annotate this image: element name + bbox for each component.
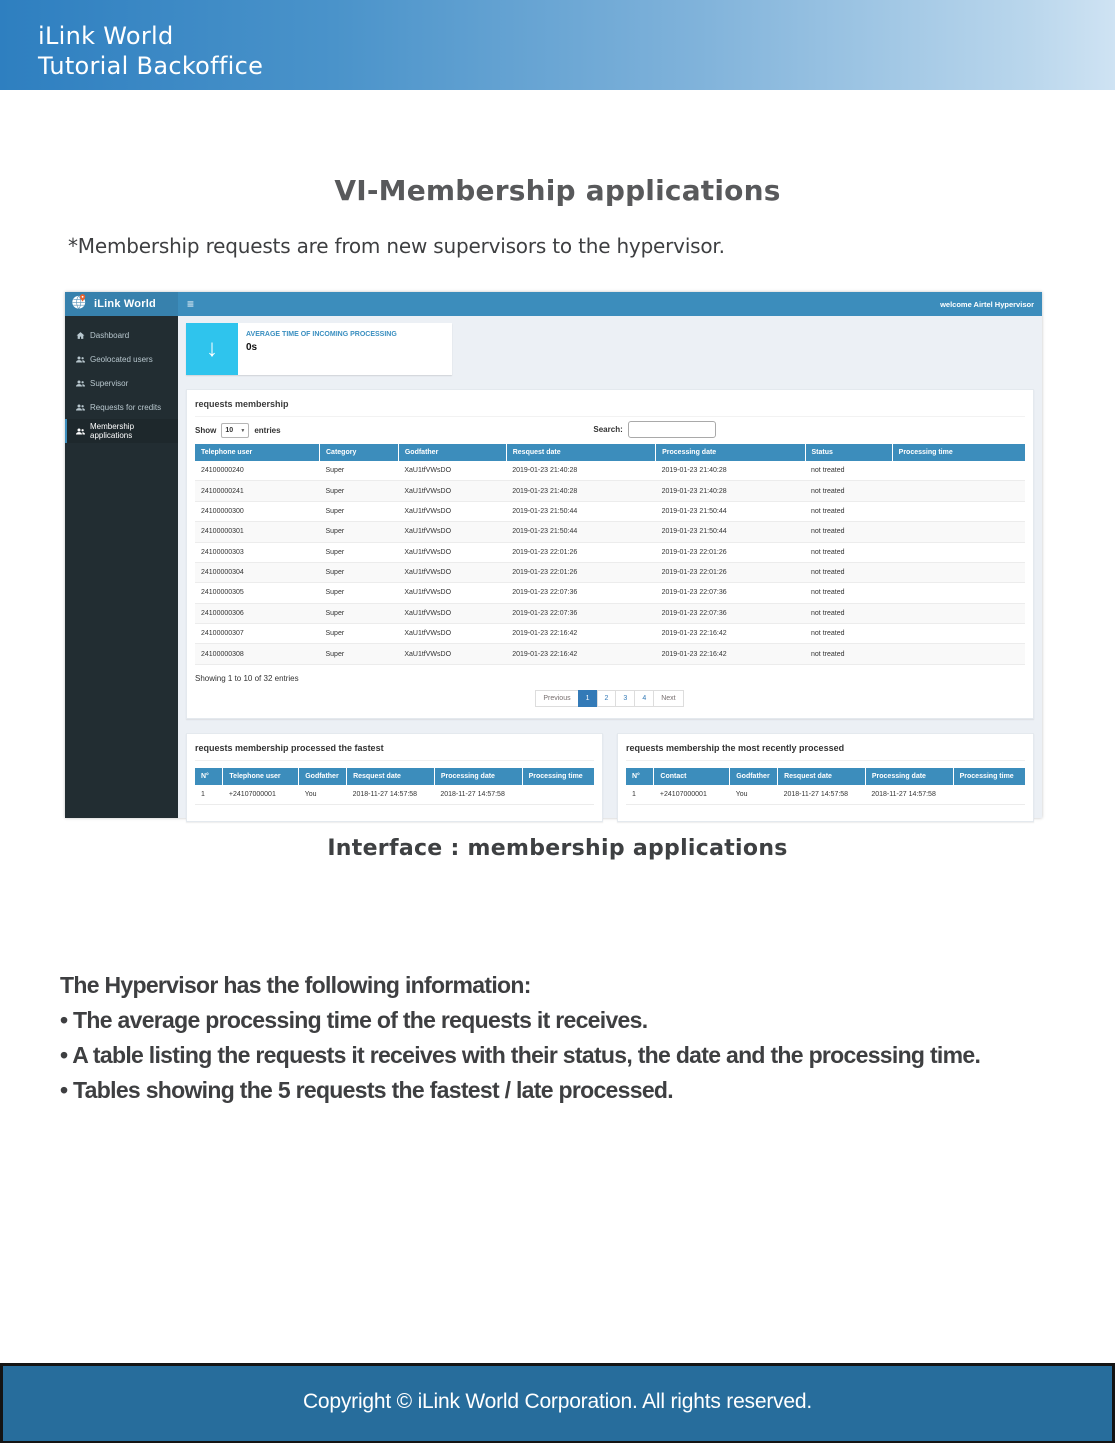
table-cell: 1 [195, 785, 223, 805]
table-row [195, 624, 1025, 644]
table-cell: 2019-01-23 21:40:28 [656, 461, 805, 481]
sidebar-item-label: Dashboard [90, 330, 130, 340]
column-header[interactable]: Resquest date [506, 444, 655, 461]
body-bullet-3: • Tables showing the 5 requests the fastest / late processed. [60, 1077, 673, 1103]
table-cell: Super [320, 542, 399, 562]
requests-membership-table [195, 444, 1025, 665]
table-cell: 2019-01-23 22:01:26 [656, 542, 805, 562]
table-cell: Super [320, 562, 399, 582]
table-cell [522, 785, 594, 805]
table-cell: XaU1tfVWsDO [398, 461, 506, 481]
users-icon [76, 355, 85, 364]
banner-line1: iLink World [38, 22, 174, 50]
table-row [195, 461, 1025, 481]
bottom-panels [186, 733, 1034, 822]
pagination-next-button[interactable]: Next [653, 690, 683, 707]
down-arrow-icon: ↓ [186, 323, 238, 375]
column-header[interactable]: N° [626, 768, 654, 785]
table-cell: not treated [805, 481, 892, 501]
users-icon [76, 403, 85, 412]
table-cell [892, 562, 1025, 582]
banner-text [0, 0, 1115, 81]
screenshot-caption: Interface : membership applications [327, 836, 788, 861]
table-cell: not treated [805, 562, 892, 582]
pagination-page-4[interactable]: 4 [634, 690, 654, 707]
table-cell: XaU1tfVWsDO [398, 583, 506, 603]
show-label: Show [195, 426, 217, 435]
body-bullet-1: • The average processing time of the requests it receives. [60, 1007, 648, 1033]
column-header[interactable]: Processing time [892, 444, 1025, 461]
table-cell: Super [320, 481, 399, 501]
sidebar-item-supervisor[interactable] [65, 371, 178, 395]
search-label: Search: [593, 425, 623, 434]
body-text [60, 968, 1080, 1108]
table-row [626, 785, 1025, 805]
chevron-down-icon: ▼ [240, 427, 246, 434]
table-cell [953, 785, 1025, 805]
info-box-value: 0s [246, 342, 258, 353]
column-header[interactable]: Processing date [656, 444, 805, 461]
app-brand: iLink World [94, 298, 156, 310]
table-cell: 2019-01-23 22:07:36 [656, 583, 805, 603]
column-header[interactable]: Category [320, 444, 399, 461]
table-cell [892, 603, 1025, 623]
sidebar-item-label: Supervisor [90, 378, 129, 388]
table-cell: XaU1tfVWsDO [398, 624, 506, 644]
users-icon [76, 379, 85, 388]
table-cell: 2019-01-23 22:16:42 [506, 624, 655, 644]
sidebar-item-label: Geolocated users [90, 354, 153, 364]
table-cell: 2018-11-27 14:57:58 [347, 785, 435, 805]
table-cell [892, 461, 1025, 481]
requests-membership-panel [186, 389, 1034, 719]
table-cell: 2019-01-23 21:50:44 [506, 501, 655, 521]
page-footer [0, 1363, 1115, 1443]
sidebar-item-requests-for-credits[interactable] [65, 395, 178, 419]
table-cell: 2019-01-23 21:40:28 [656, 481, 805, 501]
banner-line2: Tutorial Backoffice [38, 52, 264, 80]
table-cell: XaU1tfVWsDO [398, 644, 506, 664]
fastest-processed-table [195, 768, 594, 805]
table-cell: 2019-01-23 22:16:42 [656, 624, 805, 644]
column-header[interactable]: Status [805, 444, 892, 461]
pagination-page-2[interactable]: 2 [597, 690, 617, 707]
table-cell: XaU1tfVWsDO [398, 481, 506, 501]
page-banner [0, 0, 1115, 90]
table-cell: 2018-11-27 14:57:58 [434, 785, 522, 805]
table-cell: XaU1tfVWsDO [398, 501, 506, 521]
info-box-text [238, 323, 405, 375]
users-icon [76, 427, 85, 436]
table-cell: not treated [805, 461, 892, 481]
table-cell [892, 644, 1025, 664]
hamburger-icon[interactable]: ≡ [187, 297, 195, 311]
table-cell [892, 501, 1025, 521]
column-header[interactable]: Telephone user [223, 768, 299, 785]
table-summary: Showing 1 to 10 of 32 entries [195, 673, 299, 683]
table-cell: 24100000301 [195, 522, 320, 542]
column-header[interactable]: Processing time [953, 768, 1025, 785]
table-cell: XaU1tfVWsDO [398, 603, 506, 623]
table-cell: 24100000305 [195, 583, 320, 603]
table-cell [892, 542, 1025, 562]
table-cell: +24107000001 [223, 785, 299, 805]
column-header[interactable]: Godfather [398, 444, 506, 461]
table-cell: Super [320, 624, 399, 644]
page-subtitle: *Membership requests are from new supervisors to the hypervisor. [68, 234, 725, 258]
panel-title: requests membership [195, 396, 1025, 417]
table-cell: not treated [805, 583, 892, 603]
app-logo[interactable] [65, 292, 178, 316]
table-cell: 24100000307 [195, 624, 320, 644]
table-cell [892, 624, 1025, 644]
home-icon [76, 331, 85, 340]
table-cell: 24100000303 [195, 542, 320, 562]
table-cell: not treated [805, 501, 892, 521]
app-content [178, 316, 1042, 818]
table-cell: not treated [805, 522, 892, 542]
table-cell: 2018-11-27 14:57:58 [865, 785, 953, 805]
fastest-processed-panel [186, 733, 603, 822]
page-length-select[interactable] [221, 423, 249, 438]
table-cell: You [299, 785, 347, 805]
table-cell: 24100000300 [195, 501, 320, 521]
column-header[interactable]: Resquest date [778, 768, 866, 785]
page-length-value: 10 [225, 427, 234, 434]
table-header-row [195, 444, 1025, 461]
table-header-row [626, 768, 1025, 785]
table-cell [892, 481, 1025, 501]
panel-title: requests membership processed the fastest [195, 740, 594, 761]
table-header-row [195, 768, 594, 785]
body-intro: The Hypervisor has the following information: [60, 972, 531, 998]
table-cell: 1 [626, 785, 654, 805]
pagination-page-1[interactable]: 1 [578, 690, 598, 707]
table-cell: Super [320, 501, 399, 521]
table-cell: 2019-01-23 22:01:26 [506, 562, 655, 582]
globe-pin-logo-icon [71, 293, 88, 315]
body-bullet-2: • A table listing the requests it receives with their status, the date and the processing time. [60, 1042, 981, 1068]
table-row [195, 603, 1025, 623]
table-cell: 2019-01-23 22:16:42 [506, 644, 655, 664]
table-cell: Super [320, 522, 399, 542]
sidebar-item-dashboard[interactable] [65, 323, 178, 347]
table-cell: XaU1tfVWsDO [398, 522, 506, 542]
table-cell: not treated [805, 603, 892, 623]
table-cell: 2019-01-23 21:50:44 [656, 501, 805, 521]
table-cell [892, 522, 1025, 542]
table-controls [195, 417, 1025, 444]
panel-title: requests membership the most recently processed [626, 740, 1025, 761]
app-navbar [65, 292, 1042, 316]
table-cell: 2019-01-23 22:07:36 [506, 583, 655, 603]
column-header[interactable]: Godfather [299, 768, 347, 785]
table-row [195, 522, 1025, 542]
table-row [195, 562, 1025, 582]
table-cell: 2019-01-23 22:07:36 [506, 603, 655, 623]
column-header[interactable]: Telephone user [195, 444, 320, 461]
table-cell: not treated [805, 542, 892, 562]
recently-processed-panel [617, 733, 1034, 822]
pagination [195, 690, 1025, 707]
table-cell: You [730, 785, 778, 805]
table-cell: 2019-01-23 22:07:36 [656, 603, 805, 623]
table-cell: 24100000241 [195, 481, 320, 501]
table-cell: 2019-01-23 22:01:26 [506, 542, 655, 562]
welcome-text: welcome Airtel Hypervisor [940, 299, 1034, 309]
table-cell: 24100000304 [195, 562, 320, 582]
pagination-page-3[interactable]: 3 [615, 690, 635, 707]
column-header[interactable]: Godfather [730, 768, 778, 785]
table-cell [892, 583, 1025, 603]
sidebar-item-label: Membership applications [90, 422, 135, 440]
table-cell: 24100000306 [195, 603, 320, 623]
table-cell: not treated [805, 644, 892, 664]
footer-text: Copyright © iLink World Corporation. All rights reserved. [302, 1390, 813, 1413]
sidebar-item-geolocated-users[interactable] [65, 347, 178, 371]
table-cell: Super [320, 583, 399, 603]
sidebar-item-membership-applications[interactable] [65, 419, 178, 443]
column-header[interactable]: N° [195, 768, 223, 785]
sidebar-item-label: Requests for credits [90, 402, 162, 412]
info-box-label: AVERAGE TIME OF INCOMING PROCESSING [246, 331, 397, 338]
table-cell: Super [320, 461, 399, 481]
table-cell: not treated [805, 624, 892, 644]
table-row [195, 583, 1025, 603]
table-row [195, 481, 1025, 501]
pagination-previous-button[interactable]: Previous [535, 690, 578, 707]
search-input[interactable] [628, 421, 716, 438]
table-cell: Super [320, 644, 399, 664]
table-cell: 2019-01-23 21:40:28 [506, 461, 655, 481]
column-header[interactable]: Processing date [434, 768, 522, 785]
table-cell: 2019-01-23 22:16:42 [656, 644, 805, 664]
table-cell: 2019-01-23 21:50:44 [656, 522, 805, 542]
app-sidebar [65, 316, 178, 818]
page-title: VI-Membership applications [334, 174, 781, 207]
table-cell: 2019-01-23 21:40:28 [506, 481, 655, 501]
table-cell: 2018-11-27 14:57:58 [778, 785, 866, 805]
table-row [195, 501, 1025, 521]
entries-label: entries [254, 426, 281, 435]
column-header[interactable]: Contact [654, 768, 730, 785]
page-length-control [195, 423, 281, 438]
table-cell: 24100000308 [195, 644, 320, 664]
app-screenshot [65, 292, 1042, 818]
table-cell: 2019-01-23 22:01:26 [656, 562, 805, 582]
table-cell: 24100000240 [195, 461, 320, 481]
column-header[interactable]: Processing time [522, 768, 594, 785]
table-cell: 2019-01-23 21:50:44 [506, 522, 655, 542]
column-header[interactable]: Resquest date [347, 768, 435, 785]
table-cell: +24107000001 [654, 785, 730, 805]
table-cell: Super [320, 603, 399, 623]
table-row [195, 644, 1025, 664]
table-cell: XaU1tfVWsDO [398, 562, 506, 582]
recently-processed-table [626, 768, 1025, 805]
table-row [195, 785, 594, 805]
column-header[interactable]: Processing date [865, 768, 953, 785]
average-time-info-box [186, 323, 452, 375]
table-cell: XaU1tfVWsDO [398, 542, 506, 562]
table-row [195, 542, 1025, 562]
search-control [593, 421, 715, 438]
